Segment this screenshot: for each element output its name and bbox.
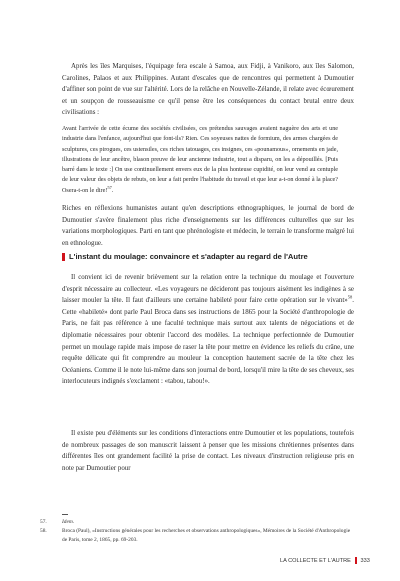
page-number: 333	[360, 557, 370, 564]
section-heading	[62, 252, 362, 261]
paragraph-moulage	[62, 272, 354, 388]
footnote-text: Broca (Paul), «Instructions générales pour les recherches et observations anthropologiques», Mémoires de la Société d'Anthropologie de Paris, tome 2, 1865, pp. 69-203.	[62, 528, 351, 543]
page-footer	[280, 557, 380, 564]
footnote-text: Idem.	[62, 519, 75, 525]
paragraph-interactions: Il existe peu d'éléments sur les conditions d'interactions entre Dumoutier et les populations, toutefois de nombreux passages de son manuscrit laissent à penser que les missions chrétiennes présentes dans différentes îles ont grandement facilité la prise de contact. Les niveaux d'instruction religieuse pris en note par Dumoutier pour	[62, 430, 354, 472]
paragraph-escales: Après les îles Marquises, l'équipage fera escale à Samoa, aux Fidji, à Vanikoro, aux îles Salomon, Carolines, Palaos et aux Philippines. Autant d'escales que de rencontres qui permettent à Dumoutier d'affiner son point de vue sur l'altérité. Lors de la relâche en Nouvelle-Zélande, il relate avec écœurement et un soupçon de rousseauisme ce qu'il pense être les conséquences du contact brutal entre deux civilisations :	[62, 63, 354, 117]
block-quote: Avant l'arrivée de cette écume des sociétés civilisées, ces prétendus sauvages avaient naguère des arts et une industrie dans l'enfance, aujourd'hui que font-ils? Rien. Ces soyeuses nattes de formium, des armes chargées de sculptures, ces pirogues, ces ustensiles, ces riches tatouages, ces insignes, ces «pounamous», ornements en jade, illustrations de leur ancêtre, blason preuve de leur ancienne industrie, tout a disparu, on les a dépouillés. [Puis barré dans le texte :] On use continuellement envers eux de la plus honteuse cupidité, on leur vend au centuple de leur valeur des objets de rebuts, on leur a fait perdre l'habitude du travail et que leur a-t-on donné à la place? Osera-t-on le dire!$^{57}$.	[62, 126, 338, 194]
paragraph-moulage-start: Il convient ici de revenir brièvement sur la relation entre la technique du moulage et l'ouverture d'esprit nécessaire au collecteur. «Les voyageurs ne décideront pas toujours aisément les indigènes à se laisser mouler la tête. Il faut d'ailleurs une certaine habileté pour faire cette opération sur le vivant»	[62, 274, 354, 305]
section-heading-text: L'instant du moulage: convaincre et s'adapter au regard de l'Autre	[69, 252, 308, 261]
footnote-ref-57: 57	[107, 184, 112, 190]
heading-marker-icon	[62, 253, 65, 261]
footer-divider-icon	[355, 557, 357, 564]
footnotes	[40, 518, 356, 545]
footnote-57	[40, 518, 356, 527]
footnote-ref-58: 58	[347, 294, 353, 300]
footnote-divider	[62, 514, 68, 515]
running-footer-title: LA COLLECTE ET L'AUTRE	[280, 557, 351, 564]
paragraph-moulage-end: . Cette «habileté» dont parle Paul Broca dans ses instructions de 1865 pour la Société d'anthropologie de Paris, ne fait pas référence à une faculté technique mais surtout aux talents de négociations et de diplomatie nécessaires pour obtenir l'accord des modèles. La technique perfectionnée de Dumoutier permet un moulage rapide mais impose de raser la tête pour mettre en évidence les reliefs du crâne, une requête délicate qui fit comprendre au mouleur la conception hautement sacrée de la tête chez les Océaniens. Comme il le note lui-même dans son journal de bord, lorsqu'il mire la tête de ses cheveux, ses interlocuteurs indignés s'exclament : «tabou, tabou!».	[62, 297, 354, 386]
paragraph-reflexions: Riches en réflexions humanistes autant qu'en descriptions ethnographiques, le journal de bord de Dumoutier s'avère finalement plus riche d'enseignements sur les différences culturelles que sur les variations morphologiques. Parti en tant que phrénologiste et médecin, le terrain le transforme malgré lui en ethnologue.	[62, 205, 354, 247]
block-quote-text: Avant l'arrivée de cette écume des sociétés civilisées, ces prétendus sauvages avaient naguère des arts et une industrie dans l'enfance, aujourd'hui que font-ils? Rien. Ces soyeuses nattes de formium, des armes chargées de sculptures, ces pirogues, ces ustensiles, ces riches tatouages, ces insignes, ces «pounamous», ornements en jade, illustrations de leur ancêtre, blason preuve de leur ancienne industrie, tout a disparu, on les a dépouillés. [Puis barré dans le texte :] On use continuellement envers eux de la plus honteuse cupidité, on leur vend au centuple de leur valeur des objets de rebuts, on leur a fait perdre l'habitude du travail et que leur a-t-on donné à la place? Osera-t-on le dire!	[62, 126, 338, 194]
footnote-number: 58.	[40, 528, 47, 534]
footnote-number: 57.	[40, 519, 47, 525]
footnote-58	[40, 527, 356, 545]
